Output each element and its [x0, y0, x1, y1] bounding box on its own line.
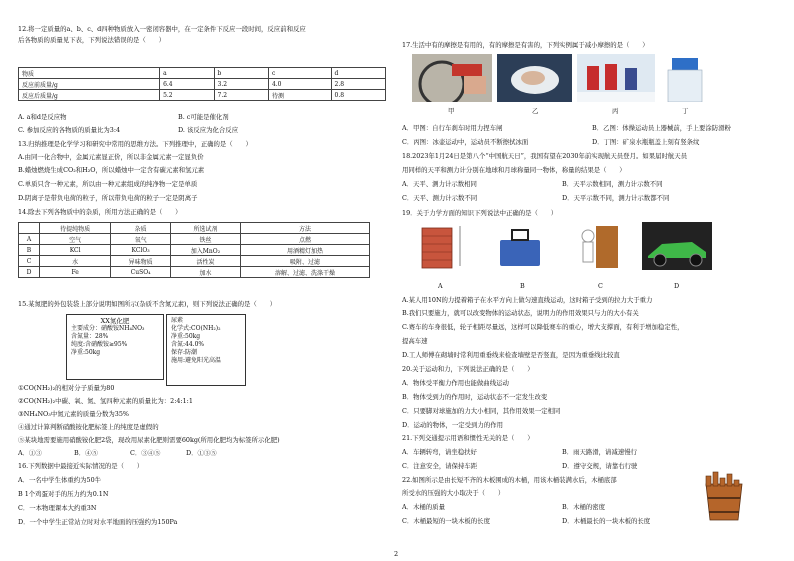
- q17-option-a: A．甲图：自行车刹车时用力捏车闸: [402, 124, 503, 132]
- wooden-bucket-image: [700, 470, 748, 524]
- gymnast-chalk-image: [497, 54, 572, 102]
- q15-statement-3: ③NH₄NO₃中氮元素的质量分数为35%: [18, 410, 129, 418]
- cell: 7.2: [214, 90, 268, 101]
- cell: a: [160, 68, 214, 79]
- cell: CuSO₄: [111, 267, 171, 278]
- bag1-title: XX氮化肥: [100, 317, 130, 325]
- cell: 反应前质量/g: [19, 79, 160, 90]
- cell: 氧气: [111, 234, 171, 245]
- q22-stem: 22.如图所示是由长短不齐的木板围成的木桶，用该木桶装满水后，木桶底部: [402, 476, 617, 484]
- q19-option-b: B.我们只要施力，就可以改变物体的运动状态，说明力的作用效果只与力的大小有关: [402, 309, 639, 317]
- cell: B: [19, 245, 40, 256]
- cell: 活性炭: [170, 256, 240, 267]
- cell: KCl: [40, 245, 111, 256]
- right-column: [402, 0, 782, 561]
- fertilizer-bag-1: [66, 314, 164, 380]
- q13-stem: 13.归纳推理是化学学习和研究中常用的思维方法。下列推理中，正确的是（ ）: [18, 140, 252, 148]
- q13-option-c: C.单质只含一种元素，所以由一种元素组成的纯净物一定是单质: [18, 180, 198, 188]
- q21-option-c: C．注意安全，请保持车距: [402, 462, 478, 470]
- bag2-line: 净重:50kg: [171, 333, 201, 340]
- cell: b: [214, 68, 268, 79]
- q20-option-b: B．物体受到力的作用时，运动状态不一定发生改变: [402, 393, 548, 401]
- cell: 6.4: [160, 79, 214, 90]
- q13-option-d: D.阴离子是带负电荷的粒子，所以带负电荷的粒子一定是阴离子: [18, 194, 198, 202]
- bag1-line: 含氮量：28%: [71, 333, 109, 340]
- q15-option-a: A．①③: [18, 449, 42, 457]
- q16-option-c: C．一本物理课本大约重3N: [18, 504, 97, 512]
- q15-option-d: D．①③⑤: [186, 449, 217, 457]
- q17-option-b: B．乙图：体操运动员上器械前，手上要涂防滑粉: [592, 124, 731, 132]
- q22-option-b: B．木桶的密度: [562, 503, 606, 511]
- cell: C: [19, 256, 40, 267]
- q17-label-yi: 乙: [532, 107, 539, 115]
- cell: 方法: [240, 223, 369, 234]
- q15-statement-2: ②CO(NH₂)₂中碳、氧、氮、氢四种元素的质量比为：2:4:1:1: [18, 397, 193, 405]
- q14-stem: 14.除去下列各物质中的杂质，所用方法正确的是（ ）: [18, 208, 182, 216]
- fertilizer-bag-2: [166, 314, 246, 386]
- q17-stem: 17.生活中有的摩擦是有用的，有的摩擦是有害的，下列实例属于减小摩擦的是（ ）: [402, 41, 649, 49]
- cell: KClO₃: [111, 245, 171, 256]
- q15-option-b: B．④⑤: [74, 449, 98, 457]
- q17-label-ding: 丁: [682, 107, 689, 115]
- cell: 用酒精灯加热: [240, 245, 369, 256]
- cell: 溶解、过滤、洗涤干燥: [240, 267, 369, 278]
- cell: 加水: [170, 267, 240, 278]
- q21-stem: 21.下列交通提示用语和惯性无关的是（ ）: [402, 434, 534, 442]
- q16-option-a: A．一名中学生体重约为50牛: [18, 476, 102, 484]
- cell: c: [268, 68, 331, 79]
- q13-option-b: B.蜡烛燃烧生成CO₂和H₂O，所以蜡烛中一定含有碳元素和氢元素: [18, 166, 205, 174]
- q15-statement-5: ⑤某块地需要施用硝酸铵化肥2袋，现改用尿素化肥则需要60kg(所用化肥均为标签所示化肥): [18, 436, 280, 444]
- cell: 4.0: [268, 79, 331, 90]
- q19-label-c: C: [598, 282, 603, 290]
- cell: 5.2: [160, 90, 214, 101]
- q16-stem: 16.下列数据中最接近实际情况的是（ ）: [18, 462, 144, 470]
- q21-option-a: A．车辆转弯，请坐稳扶好: [402, 448, 477, 456]
- cell: 0.8: [331, 90, 385, 101]
- person-door-image: [574, 222, 622, 270]
- cell: 反应后质量/g: [19, 90, 160, 101]
- cell: A: [19, 234, 40, 245]
- q20-option-d: D．运动的物体，一定受到力的作用: [402, 421, 503, 429]
- q19-option-a: A.某人用10N的力提着箱子在水平方向上做匀速直线运动，这时箱子受到的拉力大于重力: [402, 296, 653, 304]
- q12-option-a: A. a和d是反应物: [18, 113, 67, 121]
- toolbox-image: [496, 226, 544, 270]
- cell: 水: [40, 256, 111, 267]
- q13-option-a: A.由同一化合物中，金属元素显正价，所以非金属元素一定显负价: [18, 153, 204, 161]
- bag1-line: 主要成分：硝酸铵NH₄NO₃: [71, 325, 145, 332]
- q18-stem-2: 用同样的天平和测力计分别在地球和月球称量同一物体，称量的结果是（ ）: [402, 166, 626, 174]
- cell: [19, 223, 40, 234]
- q22-option-d: D．木桶最长的一块木板的长度: [562, 517, 651, 525]
- q15-option-c: C．③④⑤: [130, 449, 161, 457]
- bag2-line: 化学式:CO(NH₂)₂: [171, 325, 221, 332]
- cell: 所选试剂: [170, 223, 240, 234]
- q12-option-c: C. 参加反应的各物质的质量比为3:4: [18, 126, 121, 134]
- page-number: 2: [394, 550, 399, 558]
- q22-option-a: A．木桶的质量: [402, 503, 445, 511]
- q22-stem-2: 所受水的压强的大小取决于（ ）: [402, 489, 505, 497]
- q15-stem: 15.某氮肥的外包装袋上部分说明如图所示(杂质不含氮元素)，则下列说法正确的是（ ）: [18, 300, 276, 308]
- q19-option-c-2: 提高车速: [402, 337, 428, 345]
- bottle-cap-image: [660, 54, 710, 102]
- q15-statement-4: ④通过计算判断硝酸铵化肥标签上的纯度是虚假的: [18, 423, 159, 431]
- q18-option-a: A．天平、测力计示数相同: [402, 180, 477, 188]
- bag1-line: 净重:50kg: [71, 349, 101, 356]
- q15-statement-1: ①CO(NH₂)₂的相对分子质量为80: [18, 384, 115, 392]
- cell: 空气: [40, 234, 111, 245]
- q12-option-d: D. 该反应为化合反应: [178, 126, 239, 134]
- q19-label-b: B: [520, 282, 525, 290]
- q12-option-b: B. c可能是催化剂: [178, 113, 229, 121]
- q18-option-c: C．天平、测力计示数不同: [402, 194, 478, 202]
- q17-option-c: C．丙图：冰壶运动中，运动员不断擦拭冰面: [402, 138, 529, 146]
- q18-stem: 18.2023年1月24日是第八个“中国航天日”，我国有望在2030年前实现航天员登月。如果届时航天员: [402, 152, 688, 160]
- q17-label-bing: 丙: [612, 107, 619, 115]
- bicycle-brake-image: [412, 54, 492, 102]
- bag2-line: 施用:避免阳光高温: [171, 357, 222, 364]
- q19-label-a: A: [438, 282, 443, 290]
- q20-option-c: C．只要脚对球施加的力大小相同，其作用效果一定相同: [402, 407, 561, 415]
- cell: 物质: [19, 68, 160, 79]
- cell: D: [19, 267, 40, 278]
- cell: 铁丝: [170, 234, 240, 245]
- cell: 异味物质: [111, 256, 171, 267]
- q16-option-d: D．一个中学生正常站立时对水平地面的压强约为150Pa: [18, 518, 178, 526]
- q16-option-b: B 1个鸡蛋对手的压力约为0.1N: [18, 490, 109, 498]
- brick-wall-image: [416, 222, 466, 270]
- curling-image: [577, 54, 655, 102]
- q21-option-d: D．遵守交规，请靠右行驶: [562, 462, 638, 470]
- cell: Fe: [40, 267, 111, 278]
- race-car-image: [642, 222, 712, 270]
- cell: 待测: [268, 90, 331, 101]
- q17-label-jia: 甲: [448, 107, 455, 115]
- q20-option-a: A．物体受平衡力作用也能做曲线运动: [402, 379, 509, 387]
- cell: 吸附、过滤: [240, 256, 369, 267]
- q21-option-b: B．雨天路滑，请减速慢行: [562, 448, 637, 456]
- q19-stem: 19．关于力学方面的知识下列说法中正确的是（ ）: [402, 209, 558, 217]
- cell: 待提纯物质: [40, 223, 111, 234]
- cell: d: [331, 68, 385, 79]
- q17-option-d: D．丁图：矿泉水瓶瓶盖上刻有竖条纹: [592, 138, 700, 146]
- cell: 加入MnO₂: [170, 245, 240, 256]
- q18-option-d: D．天平示数不同，测力计示数都不同: [562, 194, 670, 202]
- q19-label-d: D: [674, 282, 680, 290]
- q12-stem: 12.将一定质量的a、b、c、d四种物质放入一密闭容器中，在一定条件下反应一段时间，反应前和反应: [18, 25, 306, 33]
- q20-stem: 20.关于运动和力，下列说法正确的是（ ）: [402, 365, 534, 373]
- left-column: [18, 0, 399, 561]
- q18-option-b: B．天平示数相同，测力计示数不同: [562, 180, 663, 188]
- bag1-line: 纯度:含硝酸铵≥95%: [71, 341, 128, 348]
- cell: 3.2: [214, 79, 268, 90]
- q12-stem-2: 后各物质的质量见下表，下列说法错误的是（ ）: [18, 36, 165, 44]
- bag2-title: 尿素: [171, 317, 184, 324]
- cell: 杂质: [111, 223, 171, 234]
- bag2-line: 保存:防潮: [171, 349, 198, 356]
- q12-table: [18, 67, 386, 101]
- q14-table: [18, 222, 370, 278]
- q19-option-c: C.赛车的车身很低，轮子相距尽量远，这样可以降低赛车的重心，增大支撑面，有利于增加稳定性，: [402, 323, 684, 331]
- bag2-line: 含氮:44.0%: [171, 341, 205, 348]
- q22-option-c: C．木桶最短的一块木板的长度: [402, 517, 490, 525]
- cell: 2.8: [331, 79, 385, 90]
- cell: 点燃: [240, 234, 369, 245]
- q19-option-d: D.工人师傅在砌墙时常利用重垂线来检查墙壁是否竖直，是因为重垂线比较直: [402, 351, 620, 359]
